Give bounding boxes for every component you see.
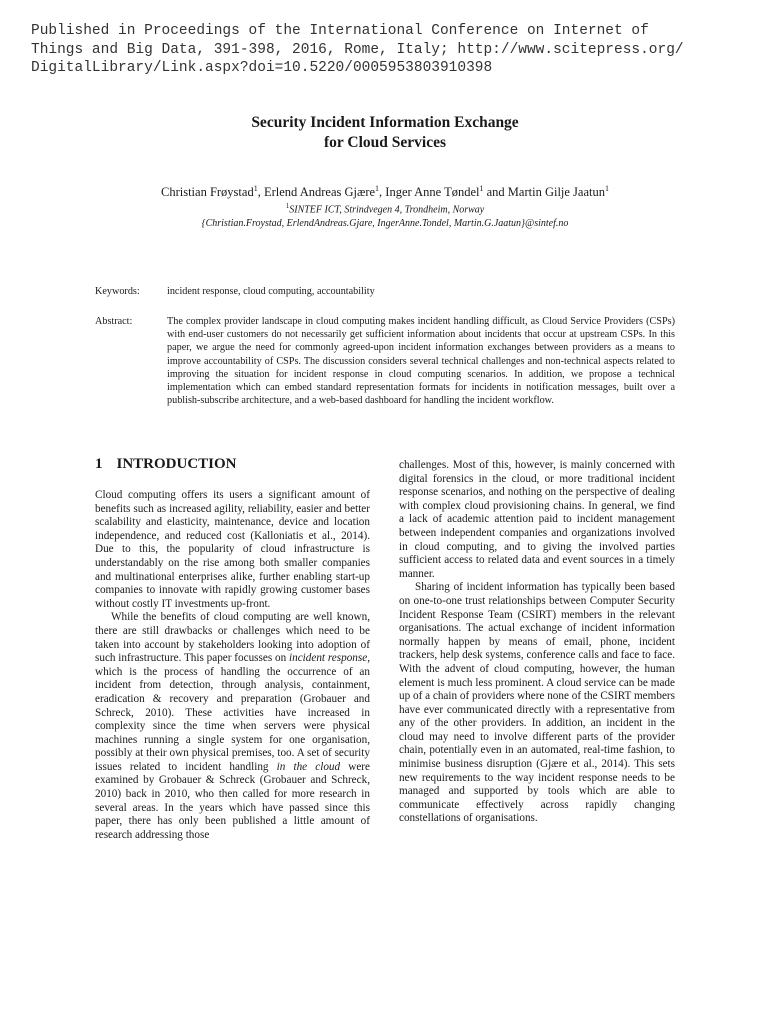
right-column [399, 459, 675, 826]
author-name: Martin Gilje Jaatun [507, 185, 605, 200]
intro-paragraph-4: Sharing of incident information has typically been based on one-to-one trust relationships between Computer Security Incident Response Team (CSIRT) members in the relevant organisations. The actual exchange of incident information normally happen by means of email, phone, incident trackers, help desk systems, conference calls and face to face. With the advent of cloud computing, however, the human element is much less prominent. A cloud service can be made up of a chain of providers where none of the CSIRT members have ever communicated directly with a representative from any of the other providers. In addition, an incident in the cloud may need to involve different parts of the provider chain, potentially even in an automated, real-time fashion, to minimise business disruption (Gjære et al., 2014). This sets new requirements to the way incident response needs to be managed and supported by tools which are able to communicate effectively across rapidly changing constellations of organisations. [399, 581, 675, 825]
keywords-text: incident response, cloud computing, accountability [167, 286, 375, 297]
left-column [95, 489, 370, 842]
paper-title-line-2: for Cloud Services [324, 134, 446, 151]
intro-paragraph-1: Cloud computing offers its users a significant amount of benefits such as increased agility, reliability, easier and better scalability and elasticity, maintenance, device and location independence, and reduced cost (Kalloniatis et al., 2014). Due to this, the popularity of cloud infrastructure is understandably on the rise among both smaller companies and multinational enterprises alike, further enabling start-up companies to innovate with rapidly growing customer bases without costly IT investments up-front. [95, 489, 370, 610]
intro-paragraph-2: While the benefits of cloud computing are well known, there are still drawbacks or challenges which need to be taken into account by stakeholders looking into adoption of such infrastructure. This paper focusses on incident response, which is the process of handling the occurrence of an incident from detection, through analysis, containment, eradication & recovery and preparation (Grobauer and Schreck, 2010). These activities have increased in complexity since the time when servers were physical machines running a single system for one organisation, possibly at their own physical premises, too. A set of security issues related to incident handling in the cloud were examined by Grobauer & Schreck (Grobauer and Schreck, 2010) back in 2010, who then called for more research in several areas. In the years which have passed since this paper, there has only been published a little amount of research addressing those [95, 611, 370, 841]
intro-paragraph-3: challenges. Most of this, however, is mainly concerned with digital forensics in the cloud, or more traditional incident response scenarios, and nothing on the perspective of dealing with complex cloud provisioning chains. In general, we find a lack of academic attention paid to incident management between independent companies and organizations involved in cloud computing, and to giving the involved parties sufficient access to related data and event sources in a timely manner. [399, 459, 675, 580]
section-heading [95, 454, 237, 474]
author-list [0, 181, 770, 200]
paper-title [0, 113, 770, 153]
affiliation [0, 199, 770, 231]
emphasis-incident-response: incident response [289, 652, 368, 665]
affiliation-address: $^1$SINTEF ICT, Strindvegen 4, Trondheim, Norway [285, 202, 485, 216]
paper-title-line-1: Security Incident Information Exchange [251, 114, 519, 131]
author-affiliation-mark: 1 [375, 184, 380, 193]
affiliation-mark: 1 [285, 202, 290, 210]
author-separator: , [257, 185, 264, 200]
author-affiliation-mark: 1 [605, 184, 609, 193]
author-name: Inger Anne Tøndel [385, 185, 480, 200]
author-name: Christian Frøystad [160, 185, 254, 200]
emphasis-in-the-cloud: in the cloud [276, 760, 341, 773]
author-emails: {Christian.Froystad, ErlendAndreas.Gjare, IngerAnne.Tondel, Martin.G.Jaatun}@sintef.no [201, 218, 569, 230]
abstract-text: The complex provider landscape in cloud computing makes incident handling difficult, as Cloud Service Providers (CSPs) with end-user customers do not necessarily get sufficient information about incidents that occur at upstream CSPs. In this paper, we argue the need for commonly agreed-upon incident information exchanges between providers as a means to improve accountability of CSPs. The discussion considers several technical challenges and non-technical aspects related to improving the situation for incident response in cloud computing scenarios. In addition, we propose a technical implementation which can embed standard representation formats for incidents in notification messages, built over a publish-subscribe architecture, and a web-based dashboard for handling the incident workflow. [167, 316, 675, 407]
author-name: Erlend Andreas Gjære [263, 185, 376, 200]
section-number: 1 [95, 456, 103, 472]
abstract-label: Abstract: [95, 316, 133, 327]
keywords-label: Keywords: [95, 286, 140, 297]
section-title: INTRODUCTION [116, 456, 237, 472]
author-separator: , [379, 185, 386, 200]
publication-note: Published in Proceedings of the International Conference on Internet of Things and Big Data, 391-398, 2016, Rome, Italy; http://www.scitepress.org/ DigitalLibrary/Link.aspx?doi=10.5220/0005953803910398 [31, 23, 684, 76]
author-affiliation-mark: 1 [479, 184, 484, 193]
author-separator: and [483, 185, 508, 200]
author-affiliation-mark: 1 [253, 184, 258, 193]
